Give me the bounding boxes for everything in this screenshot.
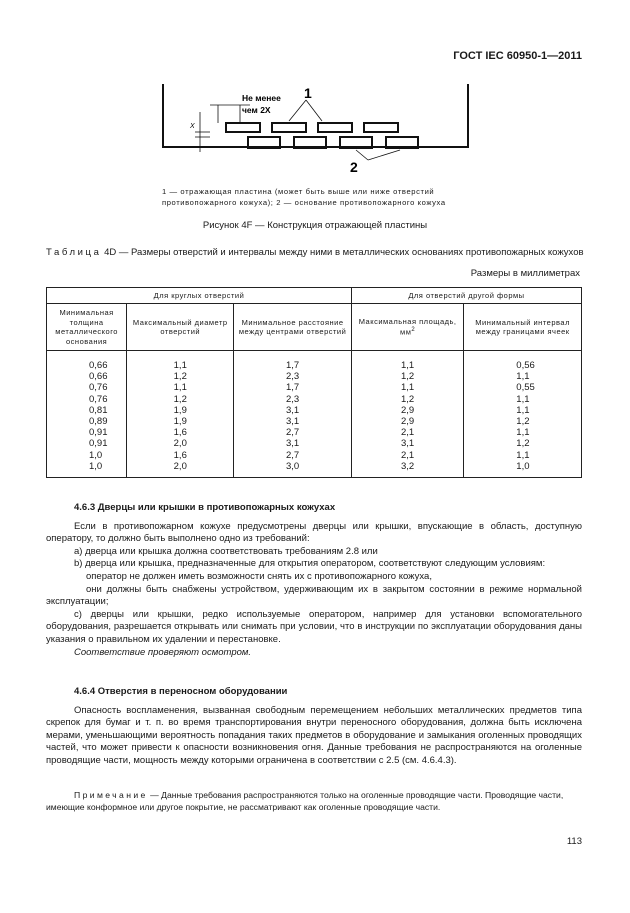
cell-value: 2,0 bbox=[173, 460, 187, 472]
cell-value: 1,2 bbox=[516, 438, 530, 450]
cell-value: 1,9 bbox=[173, 404, 187, 416]
table-cell bbox=[464, 371, 582, 382]
compliance-check: Соответствие проверяют осмотром. bbox=[74, 646, 252, 658]
table-cell bbox=[464, 450, 582, 461]
reflector-plate-figure bbox=[0, 0, 630, 190]
table-row bbox=[47, 371, 582, 382]
cell-value: 2,1 bbox=[401, 449, 415, 461]
col-header-area-text: Максимальная площадь, мм bbox=[358, 316, 457, 337]
col-header-interval: Минимальный интервал между границами ячеек bbox=[464, 304, 582, 351]
cell-value: 1,2 bbox=[516, 416, 530, 428]
table-body bbox=[47, 351, 582, 478]
group-header-other: Для отверстий другой формы bbox=[351, 288, 581, 304]
table-cell bbox=[234, 450, 352, 461]
table-cell bbox=[234, 416, 352, 427]
col-header-spacing: Минимальное расстояние между центрами отверстий bbox=[234, 304, 352, 351]
table-cell bbox=[47, 438, 127, 449]
table-row bbox=[47, 461, 582, 478]
cell-value: 3,0 bbox=[285, 460, 300, 472]
col-header-area bbox=[351, 304, 463, 351]
cell-value: 1,1 bbox=[516, 449, 530, 461]
table-cell bbox=[351, 394, 463, 405]
table-cell bbox=[47, 461, 127, 478]
table-cell bbox=[351, 450, 463, 461]
cell-value: 2,1 bbox=[401, 427, 415, 439]
table-cell bbox=[47, 416, 127, 427]
table-cell bbox=[47, 351, 127, 372]
table-cell bbox=[464, 351, 582, 372]
table-cell bbox=[127, 461, 234, 478]
document-header: ГОСТ IEC 60950-1—2011 bbox=[453, 50, 582, 62]
min-distance-label-line1: Не менее bbox=[242, 93, 281, 103]
cell-value: 0,89 bbox=[89, 416, 108, 428]
table-units: Размеры в миллиметрах bbox=[470, 268, 580, 279]
reflector-plate bbox=[272, 123, 306, 132]
callout-2: 2 bbox=[350, 159, 358, 175]
cell-value: 2,3 bbox=[285, 371, 300, 383]
col-header-thickness: Минимальная толщина металлического основания bbox=[47, 304, 127, 351]
cell-value: 1,0 bbox=[89, 460, 103, 472]
cell-value: 0,66 bbox=[89, 360, 108, 371]
cell-value: 2,3 bbox=[285, 393, 300, 405]
cell-value: 1,1 bbox=[173, 360, 187, 371]
cell-value: 3,1 bbox=[285, 404, 300, 416]
table-cell bbox=[351, 438, 463, 449]
figure-caption: 1 — отражающая пластина (может быть выше или ниже отверстий противопожарного кожуха); 2 — основание противопожарного кожуха bbox=[162, 187, 446, 207]
cell-value: 2,9 bbox=[401, 416, 415, 428]
list-item-b2: они должны быть снабжены устройством, удерживающим их в закрытом состоянии в режиме нормальной эксплуатации; bbox=[46, 583, 582, 608]
table-cell bbox=[47, 394, 127, 405]
table-cell bbox=[47, 427, 127, 438]
min-distance-label-line2: чем 2X bbox=[242, 105, 271, 115]
table-cell bbox=[127, 405, 234, 416]
table-cell bbox=[127, 382, 234, 393]
table-cell bbox=[464, 427, 582, 438]
cell-value: 2,9 bbox=[401, 404, 415, 416]
cell-value: 0,55 bbox=[516, 382, 535, 394]
table-cell bbox=[127, 351, 234, 372]
table-cell bbox=[464, 416, 582, 427]
cell-value: 0,76 bbox=[89, 382, 108, 394]
cell-value: 1,9 bbox=[173, 416, 187, 428]
cell-value: 2,7 bbox=[285, 427, 300, 439]
cell-value: 1,1 bbox=[401, 360, 415, 371]
cell-value: 0,76 bbox=[89, 393, 108, 405]
openings-table bbox=[46, 287, 582, 478]
cell-value: 1,1 bbox=[516, 427, 530, 439]
table-cell bbox=[127, 438, 234, 449]
col-header-diameter: Максимальный диаметр отверстий bbox=[127, 304, 234, 351]
cell-value: 0,81 bbox=[89, 404, 108, 416]
table-cell bbox=[47, 371, 127, 382]
table-cell bbox=[351, 461, 463, 478]
table-row bbox=[47, 382, 582, 393]
table-cell bbox=[47, 450, 127, 461]
reflector-plate bbox=[226, 123, 260, 132]
figure-title: Рисунок 4F — Конструкция отражающей пластины bbox=[202, 220, 428, 231]
table-cell bbox=[234, 351, 352, 372]
list-item-b: b) дверца или крышка, предназначенные для открытия оператором, соответствуют следующим условиям: bbox=[74, 558, 546, 570]
cell-value: 1,1 bbox=[173, 382, 187, 394]
table-cell bbox=[47, 382, 127, 393]
table-row bbox=[47, 450, 582, 461]
cell-value: 2,0 bbox=[173, 438, 187, 450]
cell-value: 1,6 bbox=[173, 427, 187, 439]
cell-value: 3,1 bbox=[401, 438, 415, 450]
table-row bbox=[47, 394, 582, 405]
table-cell bbox=[464, 438, 582, 449]
table-cell bbox=[127, 427, 234, 438]
cell-value: 0,66 bbox=[89, 371, 108, 383]
table-cell bbox=[234, 382, 352, 393]
cell-value: 1,7 bbox=[285, 360, 300, 371]
table-cell bbox=[127, 371, 234, 382]
cell-value: 2,7 bbox=[285, 449, 300, 461]
col-header-area-sup: 2 bbox=[411, 327, 416, 334]
group-header-round: Для круглых отверстий bbox=[47, 288, 352, 304]
table-title-label: Таблица bbox=[46, 247, 102, 258]
table-title-text: 4D — Размеры отверстий и интервалы между ними в металлических основаниях противопожарных кожухов bbox=[104, 247, 584, 258]
table-cell bbox=[351, 382, 463, 393]
table-cell bbox=[464, 405, 582, 416]
list-item-c: c) дверцы или крышки, редко используемые оператором, например для установки вспомогательного оборудования, разрешается открывать или снимать при условии, что в инструкции по эксплуатации оборудования даны указания о правильном их удалении и перестановке. bbox=[46, 608, 582, 645]
cell-value: 3,1 bbox=[285, 438, 300, 450]
list-item-b1: оператор не должен иметь возможности снять их с противопожарного кожуха, bbox=[86, 570, 432, 582]
dimension-x-label: X bbox=[190, 123, 195, 130]
page-number: 113 bbox=[566, 836, 582, 847]
table-title bbox=[46, 247, 586, 259]
paragraph: Если в противопожарном кожухе предусмотрены дверцы или крышки, впускающие в область, доступную оператору, то должно быть выполнено одно из требований: bbox=[46, 520, 582, 545]
cell-value: 1,0 bbox=[89, 449, 103, 461]
table-cell bbox=[351, 427, 463, 438]
cell-value: 1,1 bbox=[516, 371, 530, 383]
table-cell bbox=[47, 405, 127, 416]
table-cell bbox=[351, 371, 463, 382]
table-cell bbox=[351, 351, 463, 372]
table-cell bbox=[234, 427, 352, 438]
cell-value: 1,2 bbox=[401, 371, 415, 383]
cell-value: 1,1 bbox=[401, 382, 415, 394]
cell-value: 3,1 bbox=[285, 416, 300, 428]
section-heading-4-6-4: 4.6.4 Отверстия в переносном оборудовании bbox=[74, 686, 288, 697]
cell-value: 1,6 bbox=[173, 449, 187, 461]
table-cell bbox=[234, 394, 352, 405]
cell-value: 1,7 bbox=[285, 382, 300, 394]
cell-value: 1,1 bbox=[516, 393, 530, 405]
table-row bbox=[47, 416, 582, 427]
table-cell bbox=[464, 394, 582, 405]
cell-value: 0,56 bbox=[516, 360, 535, 371]
table-cell bbox=[464, 382, 582, 393]
list-item-a: a) дверца или крышка должна соответствовать требованиям 2.8 или bbox=[74, 545, 378, 557]
cell-value: 1,2 bbox=[173, 393, 187, 405]
cell-value: 1,2 bbox=[173, 371, 187, 383]
note-text: — Данные требования распространяются только на оголенные проводящие части. Проводящие части, имеющие конформное или другое покрытие, не рассматривают как оголенные проводящие части. bbox=[46, 790, 564, 813]
cell-value: 1,0 bbox=[516, 460, 530, 472]
paragraph: Опасность воспламенения, вызванная свободным перемещением небольших металлических предметов типа скрепок для бумаг и т. п. во время транспортирования внутри переносного оборудования, должна быть исключена мерами, уменьшающими вероятность попадания таких предметов в оборудование и замыкания оголенных проводящих частей, что может привести к опасности возникновения огня. Данные требования не распространяются на оголенные проводящие части, мощность между которыми ограничена в соответствии с 2.5 (см. 4.6.4.3). bbox=[46, 704, 582, 766]
section-heading-4-6-3: 4.6.3 Дверцы или крышки в противопожарных кожухах bbox=[74, 502, 336, 513]
note-label: Примечание bbox=[74, 790, 148, 800]
cell-value: 1,2 bbox=[401, 393, 415, 405]
section-4-6-3 bbox=[46, 502, 582, 659]
callout-1: 1 bbox=[304, 85, 312, 101]
cell-value: 0,91 bbox=[89, 438, 108, 450]
reflector-plate bbox=[318, 123, 352, 132]
cell-value: 3,2 bbox=[401, 460, 415, 472]
table-cell bbox=[351, 405, 463, 416]
cell-value: 1,1 bbox=[516, 404, 530, 416]
table-cell bbox=[127, 450, 234, 461]
reflector-plate bbox=[364, 123, 398, 132]
table-row bbox=[47, 427, 582, 438]
table-row bbox=[47, 351, 582, 372]
table-cell bbox=[464, 461, 582, 478]
table-cell bbox=[234, 405, 352, 416]
table-cell bbox=[127, 394, 234, 405]
table-cell bbox=[234, 461, 352, 478]
table-row bbox=[47, 438, 582, 449]
table-row bbox=[47, 405, 582, 416]
table-cell bbox=[234, 438, 352, 449]
table-cell bbox=[234, 371, 352, 382]
table-cell bbox=[127, 416, 234, 427]
table-cell bbox=[351, 416, 463, 427]
cell-value: 0,91 bbox=[89, 427, 108, 439]
note bbox=[46, 789, 582, 814]
section-4-6-4 bbox=[46, 686, 582, 768]
